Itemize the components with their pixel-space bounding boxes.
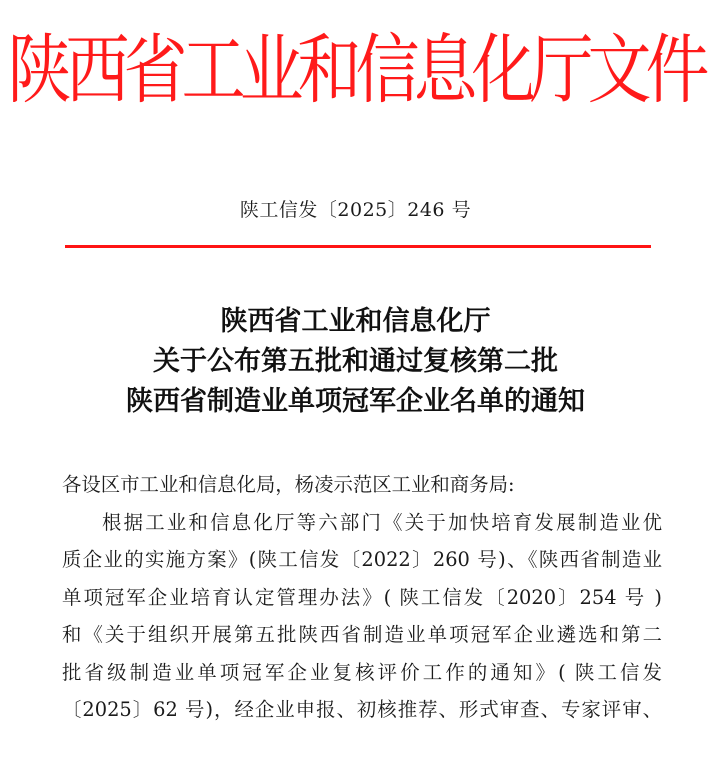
document-body — [62, 466, 662, 729]
document-masthead: 陕西省工业和信息化厅文件 — [7, 27, 704, 115]
title-line-2: 关于公布第五批和通过复核第二批 — [153, 346, 558, 377]
document-number: 陕工信发〔2025〕246 号 — [239, 199, 472, 221]
paragraph-line: 〔2025〕62 号)，经企业申报、初核推荐、形式审查、专家评审、 — [62, 698, 662, 721]
paragraph-line: 和《关于组织开展第五批陕西省制造业单项冠军企业遴选和第二 — [62, 623, 662, 646]
paragraph-line: 质企业的实施方案》(陕工信发〔2022〕260 号)、《陕西省制造业 — [62, 548, 662, 571]
red-divider-line — [65, 245, 651, 248]
title-line-1: 陕西省工业和信息化厅 — [220, 306, 491, 337]
title-line-3: 陕西省制造业单项冠军企业名单的通知 — [126, 386, 585, 417]
paragraph-line: 批省级制造业单项冠军企业复核评价工作的通知》( 陕工信发 — [62, 660, 662, 684]
salutation: 各设区市工业和信息化局，杨凌示范区工业和商务局: — [62, 473, 515, 496]
document-title — [0, 302, 711, 422]
paragraph-line: 根据工业和信息化厅等六部门《关于加快培育发展制造业优 — [102, 510, 662, 534]
paragraph-line: 单项冠军企业培育认定管理办法》( 陕工信发〔2020〕254 号 ) — [62, 585, 662, 609]
